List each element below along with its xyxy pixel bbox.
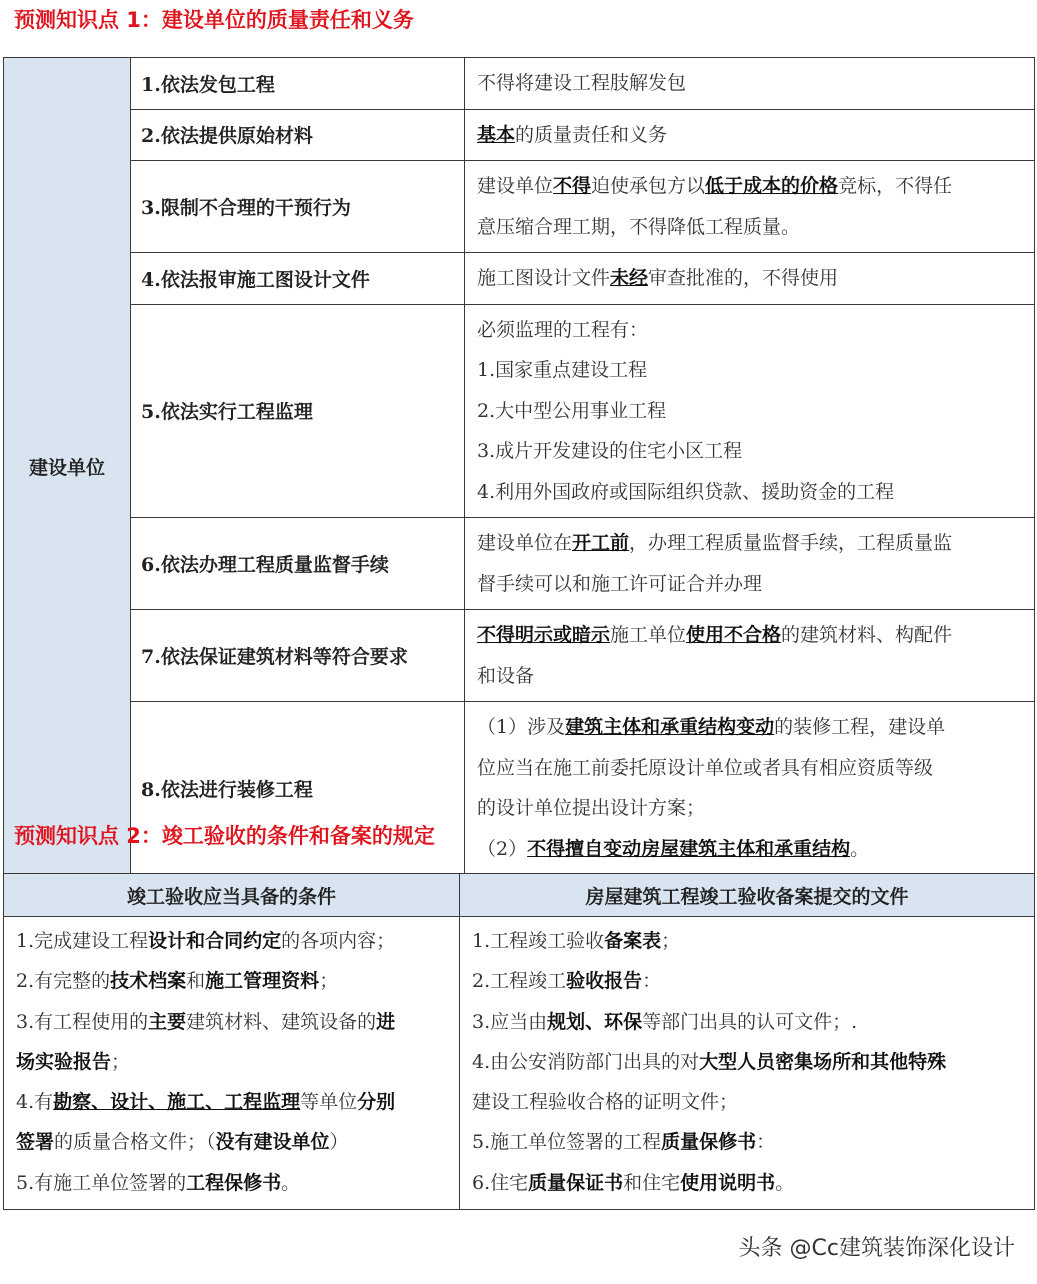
table-row xyxy=(4,253,1035,305)
duty-item: 2.依法提供原始材料 xyxy=(131,109,465,161)
text-segment: 4.有 xyxy=(16,1091,54,1114)
text-line xyxy=(477,829,1026,870)
table-row xyxy=(4,161,1035,253)
text-segment: 6.住宅 xyxy=(472,1171,529,1194)
text-segment: 建筑材料、建筑设备的 xyxy=(186,1010,377,1033)
text-line xyxy=(472,1122,1026,1162)
text-line xyxy=(477,207,1026,248)
text-line xyxy=(16,961,451,1001)
text-line xyxy=(477,310,1026,351)
text-segment: 和 xyxy=(186,970,206,993)
text-segment: 审查批准的，不得使用 xyxy=(648,267,839,289)
bold-keyword: 进 xyxy=(376,1010,396,1033)
text-line xyxy=(477,391,1026,432)
duty-description xyxy=(465,304,1035,518)
text-segment: 位应当在施工前委托原设计单位或者具有相应资质等级 xyxy=(477,756,934,779)
text-segment: 5.有施工单位签署的 xyxy=(16,1171,187,1194)
underlined-keyword: 未经 xyxy=(610,267,649,289)
watermark-footer: 头条 @Cc建筑装饰深化设计 xyxy=(738,1236,1015,1261)
underlined-keyword: 不得 xyxy=(553,175,592,197)
text-line xyxy=(472,1042,1026,1082)
text-segment: 等单位 xyxy=(300,1091,358,1114)
text-segment: 的建筑材料、构配件 xyxy=(781,624,953,646)
bold-keyword: 施工管理资料 xyxy=(205,970,320,993)
underlined-keyword: 使用不合格 xyxy=(686,624,782,646)
text-segment: 1.完成建设工程 xyxy=(16,930,149,952)
text-segment: 的装修工程，建设单 xyxy=(774,716,946,738)
acceptance-table xyxy=(3,873,1035,1210)
table-row xyxy=(4,518,1035,610)
text-line xyxy=(477,615,1026,656)
text-segment: 1.国家重点建设工程 xyxy=(477,359,648,381)
duty-description xyxy=(465,518,1035,610)
bold-keyword: 设计和合同约定 xyxy=(148,930,282,952)
text-segment: 。 xyxy=(281,1171,301,1194)
text-segment: ； xyxy=(661,930,681,952)
text-segment: 必须监理的工程有： xyxy=(477,318,649,341)
bold-keyword: 技术档案 xyxy=(110,970,187,993)
unit-cell: 建设单位 xyxy=(4,58,131,875)
text-segment: 建设工程验收合格的证明文件； xyxy=(472,1091,739,1114)
bold-keyword: 质量保修书 xyxy=(661,1131,757,1154)
text-segment: 的设计单位提出设计方案； xyxy=(477,797,706,819)
section2-title: 预测知识点 2：竣工验收的条件和备案的规定 xyxy=(14,824,435,848)
text-line xyxy=(477,523,1026,564)
text-line xyxy=(16,1163,451,1203)
section1-title: 预测知识点 1：建设单位的质量责任和义务 xyxy=(14,8,414,32)
bold-keyword: 分别 xyxy=(357,1091,396,1114)
duty-description xyxy=(465,610,1035,702)
text-line xyxy=(16,1042,451,1082)
text-line xyxy=(472,921,1026,961)
underlined-keyword: 勘察、设计、施工、工程监理 xyxy=(53,1091,301,1114)
underlined-keyword: 不得明示或暗示 xyxy=(477,624,611,646)
text-segment: 不得将建设工程肢解发包 xyxy=(477,72,687,94)
duty-item: 7.依法保证建筑材料等符合要求 xyxy=(131,610,465,702)
text-segment: 意压缩合理工期，不得降低工程质量。 xyxy=(477,215,801,238)
bold-keyword: 验收报告 xyxy=(566,970,643,993)
text-line xyxy=(477,788,1026,829)
text-segment: 3.应当由 xyxy=(472,1010,548,1033)
text-segment: ，办理工程质量监督手续，工程质量监 xyxy=(629,532,953,554)
duty-item: 1.依法发包工程 xyxy=(131,58,465,110)
duty-description xyxy=(465,58,1035,110)
acceptance-conditions-cell xyxy=(4,917,460,1210)
bold-keyword: 签署 xyxy=(16,1131,55,1154)
text-segment: 5.施工单位签署的工程 xyxy=(472,1131,662,1154)
text-line xyxy=(477,166,1026,207)
text-segment: 施工图设计文件 xyxy=(477,267,611,289)
text-segment: 和住宅 xyxy=(623,1171,681,1194)
text-line xyxy=(472,1002,1026,1042)
text-segment: 的质量责任和义务 xyxy=(515,123,668,146)
text-line xyxy=(477,350,1026,391)
text-segment: 施工单位 xyxy=(610,624,687,646)
text-line xyxy=(477,656,1026,697)
text-segment: 建设单位 xyxy=(477,175,554,197)
text-segment: 迫使承包方以 xyxy=(591,175,706,197)
duty-item: 6.依法办理工程质量监督手续 xyxy=(131,518,465,610)
text-segment: 1.工程竣工验收 xyxy=(472,930,605,952)
text-line xyxy=(16,1082,451,1122)
text-segment: 的各项内容； xyxy=(281,930,396,952)
duty-item: 8.依法进行装修工程 xyxy=(131,702,465,875)
underlined-keyword: 不得擅自变动房屋建筑主体和承重结构 xyxy=(527,837,851,860)
bold-keyword: 使用说明书 xyxy=(680,1171,776,1194)
text-segment: 3.成片开发建设的住宅小区工程 xyxy=(477,440,743,462)
text-segment: 2.有完整的 xyxy=(16,970,111,993)
text-line xyxy=(472,1163,1026,1203)
text-segment: 。 xyxy=(775,1171,795,1194)
duty-item: 5.依法实行工程监理 xyxy=(131,304,465,518)
bold-keyword: 没有建设单位 xyxy=(215,1131,330,1154)
bold-keyword: 场实验报告 xyxy=(16,1050,112,1073)
text-line xyxy=(477,472,1026,513)
text-line xyxy=(477,258,1026,299)
text-segment: 督手续可以和施工许可证合并办理 xyxy=(477,572,763,595)
text-segment: ） xyxy=(329,1131,349,1154)
table-row xyxy=(4,109,1035,161)
underlined-keyword: 低于成本的价格 xyxy=(705,175,839,197)
text-segment: 。 xyxy=(850,837,870,860)
text-segment: 3.有工程使用的 xyxy=(16,1010,149,1033)
filing-documents-cell xyxy=(460,917,1035,1210)
quality-duty-table xyxy=(3,57,1035,875)
text-line xyxy=(472,1082,1026,1122)
text-line xyxy=(16,921,451,961)
underlined-keyword: 基本 xyxy=(477,123,516,146)
underlined-keyword: 开工前 xyxy=(572,532,630,554)
text-line xyxy=(477,564,1026,605)
duty-item: 4.依法报审施工图设计文件 xyxy=(131,253,465,305)
text-segment: ： xyxy=(642,970,662,993)
table-row xyxy=(4,58,1035,110)
text-line xyxy=(477,748,1026,789)
bold-keyword: 规划、环保 xyxy=(547,1010,643,1033)
acceptance-conditions-header: 竣工验收应当具备的条件 xyxy=(4,874,460,917)
text-segment: 2.工程竣工 xyxy=(472,970,567,993)
text-segment: ： xyxy=(756,1131,776,1154)
underlined-keyword: 建筑主体和承重结构变动 xyxy=(565,716,775,738)
text-segment: 的质量合格文件；（ xyxy=(54,1131,216,1154)
text-line xyxy=(472,961,1026,1001)
duty-description xyxy=(465,161,1035,253)
text-line xyxy=(477,115,1026,156)
duty-description xyxy=(465,253,1035,305)
text-line xyxy=(16,1122,451,1162)
quality-duty-body xyxy=(4,58,1035,875)
text-segment: （1）涉及 xyxy=(477,716,566,738)
text-segment: ； xyxy=(319,970,339,993)
filing-documents-header: 房屋建筑工程竣工验收备案提交的文件 xyxy=(460,874,1035,917)
duty-item: 3.限制不合理的干预行为 xyxy=(131,161,465,253)
bold-keyword: 备案表 xyxy=(604,930,662,952)
text-line xyxy=(477,707,1026,748)
bold-keyword: 质量保证书 xyxy=(528,1171,624,1194)
text-segment: 2.大中型公用事业工程 xyxy=(477,399,667,422)
bold-keyword: 主要 xyxy=(148,1010,187,1033)
text-segment: 4.利用外国政府或国际组织贷款、援助资金的工程 xyxy=(477,480,895,503)
text-segment: 4.由公安消防部门出具的对 xyxy=(472,1050,700,1073)
text-segment: （2） xyxy=(477,837,528,860)
text-segment: 和设备 xyxy=(477,664,535,687)
text-segment: 竞标，不得任 xyxy=(838,175,953,197)
text-segment: ； xyxy=(111,1050,131,1073)
duty-description xyxy=(465,702,1035,875)
text-line xyxy=(477,431,1026,472)
text-line xyxy=(477,63,1026,104)
duty-description xyxy=(465,109,1035,161)
text-segment: 建设单位在 xyxy=(477,532,573,554)
bold-keyword: 工程保修书 xyxy=(186,1171,282,1194)
text-segment: 等部门出具的认可文件；. xyxy=(642,1010,858,1033)
text-line xyxy=(16,1002,451,1042)
table-row xyxy=(4,610,1035,702)
bold-keyword: 大型人员密集场所和其他特殊 xyxy=(699,1050,947,1073)
table-row xyxy=(4,304,1035,518)
